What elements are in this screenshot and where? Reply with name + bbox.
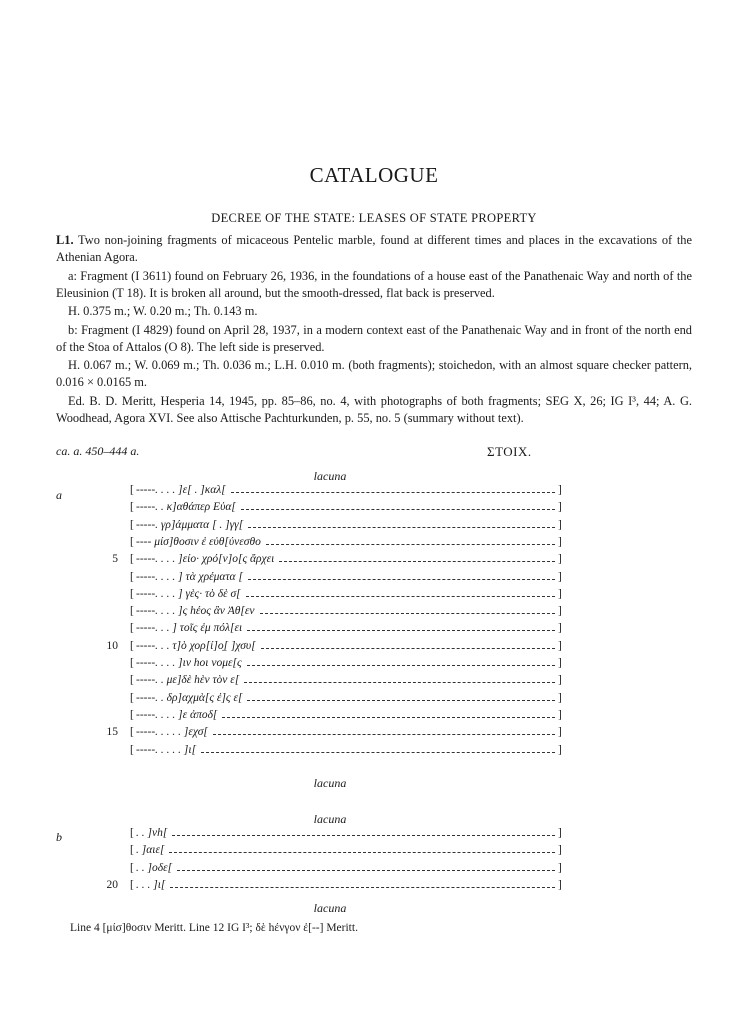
open-bracket: [ xyxy=(130,743,134,756)
line-text: -----. . . . . ]εχσ[ xyxy=(136,726,208,739)
fragment-b-description: b: Fragment (I 4829) found on April 28, 1937, in a modern context east of the Panathenaic Way and in front of the north end of the Stoa of Attalos (O 8). The left side is preserved. xyxy=(56,323,692,354)
close-bracket: ] xyxy=(558,570,562,583)
lacuna-dash-fill xyxy=(241,509,555,510)
inscription-line xyxy=(0,588,748,605)
inscription-line xyxy=(0,622,748,639)
inscription-line xyxy=(0,674,748,691)
inscription-line xyxy=(0,519,748,536)
lacuna-dash-fill xyxy=(177,870,555,871)
lacuna-dash-fill xyxy=(246,596,555,597)
line-number: 5 xyxy=(112,553,118,566)
inscription-line xyxy=(0,553,748,570)
lacuna-dash-fill xyxy=(248,527,555,528)
open-bracket: [ xyxy=(130,827,134,839)
open-bracket: [ xyxy=(130,878,134,891)
inscription-line xyxy=(0,536,748,553)
entry-number: L1. xyxy=(56,233,74,247)
close-bracket: ] xyxy=(558,639,562,652)
fragment-a-description: a: Fragment (I 3611) found on February 26, 1936, in the foundations of a house east of the Panathenaic Way and north of the Eleusinion (T 18). It is broken all around, but the smooth-dressed, flat back is preserved. xyxy=(56,269,692,300)
open-bracket: [ xyxy=(130,518,134,531)
page-title: CATALOGUE xyxy=(309,163,439,187)
stoichedon-label: ΣΤΟΙΧ. xyxy=(487,444,532,459)
lacuna-dash-fill xyxy=(266,544,555,545)
inscription-line xyxy=(0,862,748,879)
fragment-a-label: a xyxy=(56,488,62,502)
fragment-b-label: b xyxy=(56,830,62,844)
line-text: -----. . . ] τοῖς ἐμ πόλ[ει xyxy=(136,622,243,635)
close-bracket: ] xyxy=(558,861,562,874)
line-text: ---- μίσ]θοσιν ἐ εὐθ[ύνεσθο xyxy=(136,535,261,548)
line-text: -----. . . . ]ιν hοι νομε[ς xyxy=(136,657,242,669)
open-bracket: [ xyxy=(130,674,134,687)
line-text: -----. . . . ]είο· χρό[ν]ο[ς ἄρχει xyxy=(136,553,275,566)
date-line: ca. a. 450–444 a. xyxy=(56,444,140,458)
lacuna-dash-fill xyxy=(170,887,555,888)
close-bracket: ] xyxy=(558,587,562,600)
lacuna-label: lacuna xyxy=(313,812,347,826)
fragment-b-dimensions: H. 0.067 m.; W. 0.069 m.; Th. 0.036 m.; L.H. 0.010 m. (both fragments); stoichedon, with an almost square checker pattern, 0.016 × 0.0165 m. xyxy=(56,358,692,389)
open-bracket: [ xyxy=(130,691,134,704)
lacuna-dash-fill xyxy=(172,835,555,836)
open-bracket: [ xyxy=(130,657,134,669)
close-bracket: ] xyxy=(558,535,562,548)
line-text: -----. . . τ]ὸ χορ[ί]ο̣[ ]χσυ[ xyxy=(136,639,256,652)
lacuna-dash-fill xyxy=(231,492,555,493)
line-text: . . . ]ι[ xyxy=(136,878,166,891)
fragment-a-dimensions: H. 0.375 m.; W. 0.20 m.; Th. 0.143 m. xyxy=(68,304,258,318)
open-bracket: [ xyxy=(130,535,134,548)
lacuna-label: lacuna xyxy=(313,776,347,790)
lacuna-label: lacuna xyxy=(313,469,347,483)
critical-apparatus: Line 4 [μίσ]θοσιν Meritt. Line 12 IG I³; δὲ hένγον ἐ[--] Meritt. xyxy=(70,922,358,934)
lacuna-dash-fill xyxy=(213,734,555,735)
open-bracket: [ xyxy=(130,501,134,514)
inscription-line xyxy=(0,640,748,657)
line-number: 20 xyxy=(106,878,118,891)
open-bracket: [ xyxy=(130,587,134,600)
inscription-line xyxy=(0,844,748,861)
line-text: -----. . . . ] γὲς· τὸ δὲ σ[ xyxy=(136,587,241,600)
inscription-line xyxy=(0,744,748,761)
open-bracket: [ xyxy=(130,605,134,618)
inscription-line xyxy=(0,571,748,588)
open-bracket: [ xyxy=(130,639,134,652)
inscription-line xyxy=(0,879,748,896)
line-text: . ]αιε[ xyxy=(136,844,165,857)
close-bracket: ] xyxy=(558,553,562,566)
close-bracket: ] xyxy=(558,844,562,857)
edition-reference: Ed. B. D. Meritt, Hesperia 14, 1945, pp. 85–86, no. 4, with photographs of both fragments; SEG X, 26; IG I³, 44; A. G. Woodhead, Agora XVI. See also Attische Pachturkunden, p. 55, no. 5 (summary without text). xyxy=(56,394,692,425)
lacuna-dash-fill xyxy=(244,682,555,683)
inscription-line xyxy=(0,657,748,674)
lacuna-dash-fill xyxy=(169,852,555,853)
close-bracket: ] xyxy=(558,622,562,635)
close-bracket: ] xyxy=(558,743,562,756)
close-bracket: ] xyxy=(558,657,562,669)
inscription-line xyxy=(0,709,748,726)
inscription-line xyxy=(0,501,748,518)
inscription-line xyxy=(0,484,748,501)
inscription-line xyxy=(0,605,748,622)
close-bracket: ] xyxy=(558,484,562,496)
lacuna-dash-fill xyxy=(261,648,555,649)
lacuna-dash-fill xyxy=(260,613,555,614)
open-bracket: [ xyxy=(130,708,134,721)
lacuna-dash-fill xyxy=(201,752,555,753)
line-text: -----. γρ]άμματα [ . ]γγ[ xyxy=(136,518,244,531)
close-bracket: ] xyxy=(558,726,562,739)
line-number: 10 xyxy=(106,639,118,652)
section-heading: DECREE OF THE STATE: LEASES OF STATE PROPERTY xyxy=(211,211,537,225)
inscription-line xyxy=(0,827,748,844)
close-bracket: ] xyxy=(558,878,562,891)
open-bracket: [ xyxy=(130,726,134,739)
line-text: -----. . . . ] τὰ χρέματα [ xyxy=(136,570,243,583)
line-text: -----. . δρ]αχμὰ[ς ἐ]ς ε[ xyxy=(136,691,243,704)
entry-intro-text: Two non-joining fragments of micaceous Pentelic marble, found at different times and places in the excavations of the Athenian Agora. xyxy=(56,233,692,264)
inscription-line xyxy=(0,726,748,743)
close-bracket: ] xyxy=(558,518,562,531)
close-bracket: ] xyxy=(558,501,562,514)
lacuna-label: lacuna xyxy=(313,901,347,915)
line-text: -----. . με]δὲ hὲν τὸν ε[ xyxy=(136,674,240,687)
entry-intro xyxy=(56,232,692,266)
lacuna-dash-fill xyxy=(279,561,555,562)
open-bracket: [ xyxy=(130,861,134,874)
close-bracket: ] xyxy=(558,674,562,687)
line-text: -----. . κ]αθάπερ Εὐα[ xyxy=(136,501,236,514)
lacuna-dash-fill xyxy=(247,700,555,701)
lacuna-dash-fill xyxy=(247,665,555,666)
line-number: 15 xyxy=(106,726,118,739)
open-bracket: [ xyxy=(130,484,134,496)
open-bracket: [ xyxy=(130,622,134,635)
line-text: -----. . . . ]ε[ . ]καλ[ xyxy=(136,484,226,496)
close-bracket: ] xyxy=(558,691,562,704)
lacuna-dash-fill xyxy=(248,579,555,580)
line-text: -----. . . . ]ε ἀποδ[ xyxy=(136,708,218,721)
line-text: . . ]οδε[ xyxy=(136,861,173,874)
close-bracket: ] xyxy=(558,827,562,839)
lacuna-dash-fill xyxy=(247,630,555,631)
line-text: . . ]νh[ xyxy=(136,827,168,839)
lacuna-dash-fill xyxy=(222,717,555,718)
close-bracket: ] xyxy=(558,605,562,618)
open-bracket: [ xyxy=(130,844,134,857)
line-text: -----. . . . . ]ι[ xyxy=(136,743,197,756)
open-bracket: [ xyxy=(130,553,134,566)
close-bracket: ] xyxy=(558,708,562,721)
inscription-line xyxy=(0,692,748,709)
open-bracket: [ xyxy=(130,570,134,583)
line-text: -----. . . . ]ς hέος ἂν Ἀθ[εν xyxy=(136,605,255,618)
